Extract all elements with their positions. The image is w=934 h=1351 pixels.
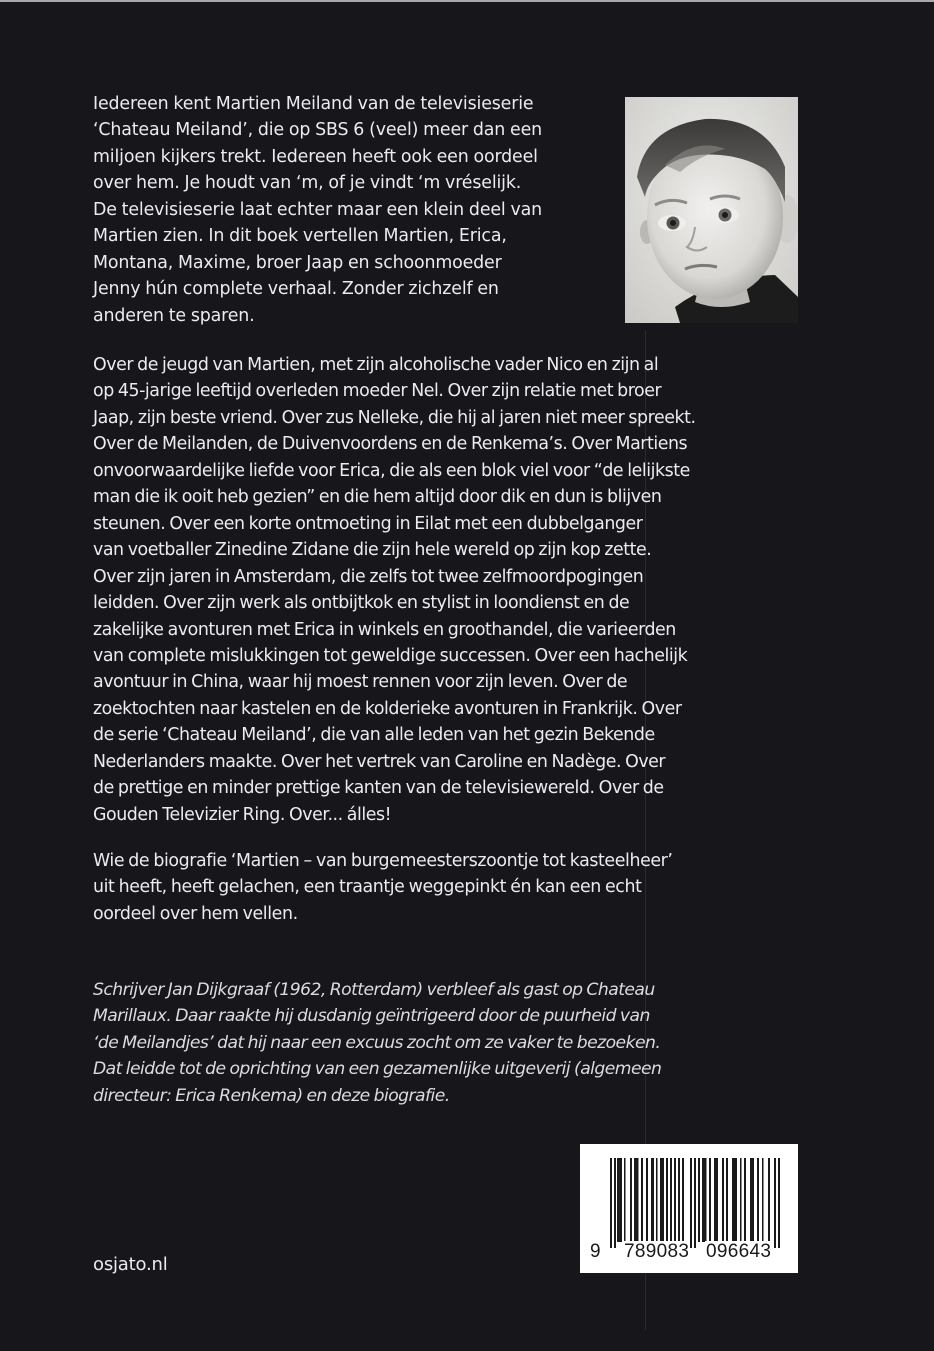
- barcode-bars: [610, 1158, 784, 1248]
- isbn-barcode: [580, 1144, 798, 1273]
- text-line: Marillaux. Daar raakte hij dusdanig geïntrigeerd door de puurheid van: [93, 1006, 650, 1027]
- text-line: de prettige en minder prettige kanten van de televisiewereld. Over de: [93, 778, 664, 799]
- text-line: Schrijver Jan Dijkgraaf (1962, Rotterdam) verbleef als gast op Chateau: [93, 980, 655, 1000]
- text-line: van voetballer Zinedine Zidane die zijn hele wereld op zijn kop zette.: [93, 540, 652, 561]
- text-line: directeur: Erica Renkema) en deze biografie.: [93, 1085, 450, 1106]
- intro-paragraph: [93, 91, 542, 329]
- isbn-digit-prefix: 9: [590, 1241, 601, 1262]
- isbn-digit-group-left: 789083: [624, 1241, 690, 1262]
- text-line: Over zijn jaren in Amsterdam, die zelfs tot twee zelfmoordpogingen: [93, 566, 644, 587]
- text-line: Over de jeugd van Martien, met zijn alcoholische vader Nico en zijn al: [93, 355, 659, 375]
- text-line: Nederlanders maakte. Over het vertrek van Caroline en Nadège. Over: [93, 751, 666, 772]
- text-line: Wie de biografie ‘Martien – van burgemeesterszoontje tot kasteelheer’: [93, 851, 673, 871]
- text-line: Over de Meilanden, de Duivenvoordens en de Renkema’s. Over Martiens: [93, 434, 688, 455]
- text-line: avontuur in China, waar hij moest rennen voor zijn leven. Over de: [93, 672, 628, 693]
- text-line: ‘Chateau Meiland’, die op SBS 6 (veel) meer dan een: [93, 120, 543, 141]
- text-line: miljoen kijkers trekt. Iedereen heeft ook een oordeel: [93, 146, 538, 167]
- text-line: ‘de Meilandjes’ dat hij naar een excuus zocht om ze vaker te bezoeken.: [93, 1032, 661, 1053]
- author-bio-paragraph: [93, 977, 661, 1109]
- top-edge-strip: [0, 0, 934, 2]
- text-line: leidden. Over zijn werk als ontbijtkok en stylist in loondienst en de: [93, 593, 630, 614]
- text-line: de serie ‘Chateau Meiland’, die van alle leden van het gezin Bekende: [93, 725, 655, 746]
- portrait-photo: [625, 97, 798, 323]
- text-line: zakelijke avonturen met Erica in winkels en groothandel, die varieerden: [93, 619, 676, 640]
- text-line: man die ik ooit heb gezien” en die hem altijd door dik en dun is blijven: [93, 487, 662, 508]
- text-line: uit heeft, heeft gelachen, een traantje weggepinkt én kan een echt: [93, 877, 642, 898]
- text-line: onvoorwaardelijke liefde voor Erica, die als een blok viel voor “de lelijkste: [93, 460, 690, 481]
- text-line: over hem. Je houdt van ‘m, of je vindt ‘m vréselijk.: [93, 173, 522, 194]
- text-line: Martien zien. In dit boek vertellen Martien, Erica,: [93, 226, 507, 247]
- text-line: van complete mislukkingen tot geweldige successen. Over een hachelijk: [93, 645, 688, 666]
- text-line: zoektochten naar kastelen en de kolderieke avonturen in Frankrijk. Over: [93, 698, 682, 719]
- text-line: De televisieserie laat echter maar een klein deel van: [93, 199, 543, 220]
- text-line: Gouden Televizier Ring. Over... álles!: [93, 804, 392, 825]
- publisher-website: osjato.nl: [93, 1254, 168, 1275]
- text-line: Iedereen kent Martien Meiland van de televisieserie: [93, 94, 534, 114]
- isbn-digits: [589, 1241, 772, 1351]
- text-line: oordeel over hem vellen.: [93, 903, 298, 924]
- isbn-digit-group-right: 096643: [706, 1241, 772, 1262]
- text-line: Dat leidde tot de oprichting van een gezamenlijke uitgeverij (algemeen: [93, 1059, 662, 1080]
- text-line: steunen. Over een korte ontmoeting in Eilat met een dubbelganger: [93, 513, 643, 534]
- closing-paragraph: [93, 848, 673, 927]
- text-line: Jenny hún complete verhaal. Zonder zichzelf en: [93, 279, 499, 300]
- text-line: Jaap, zijn beste vriend. Over zus Nelleke, die hij al jaren niet meer spreekt.: [93, 407, 696, 428]
- text-line: anderen te sparen.: [93, 305, 255, 326]
- text-line: Montana, Maxime, broer Jaap en schoonmoeder: [93, 252, 502, 273]
- story-paragraph: [93, 352, 696, 828]
- text-line: op 45-jarige leeftijd overleden moeder Nel. Over zijn relatie met broer: [93, 381, 662, 402]
